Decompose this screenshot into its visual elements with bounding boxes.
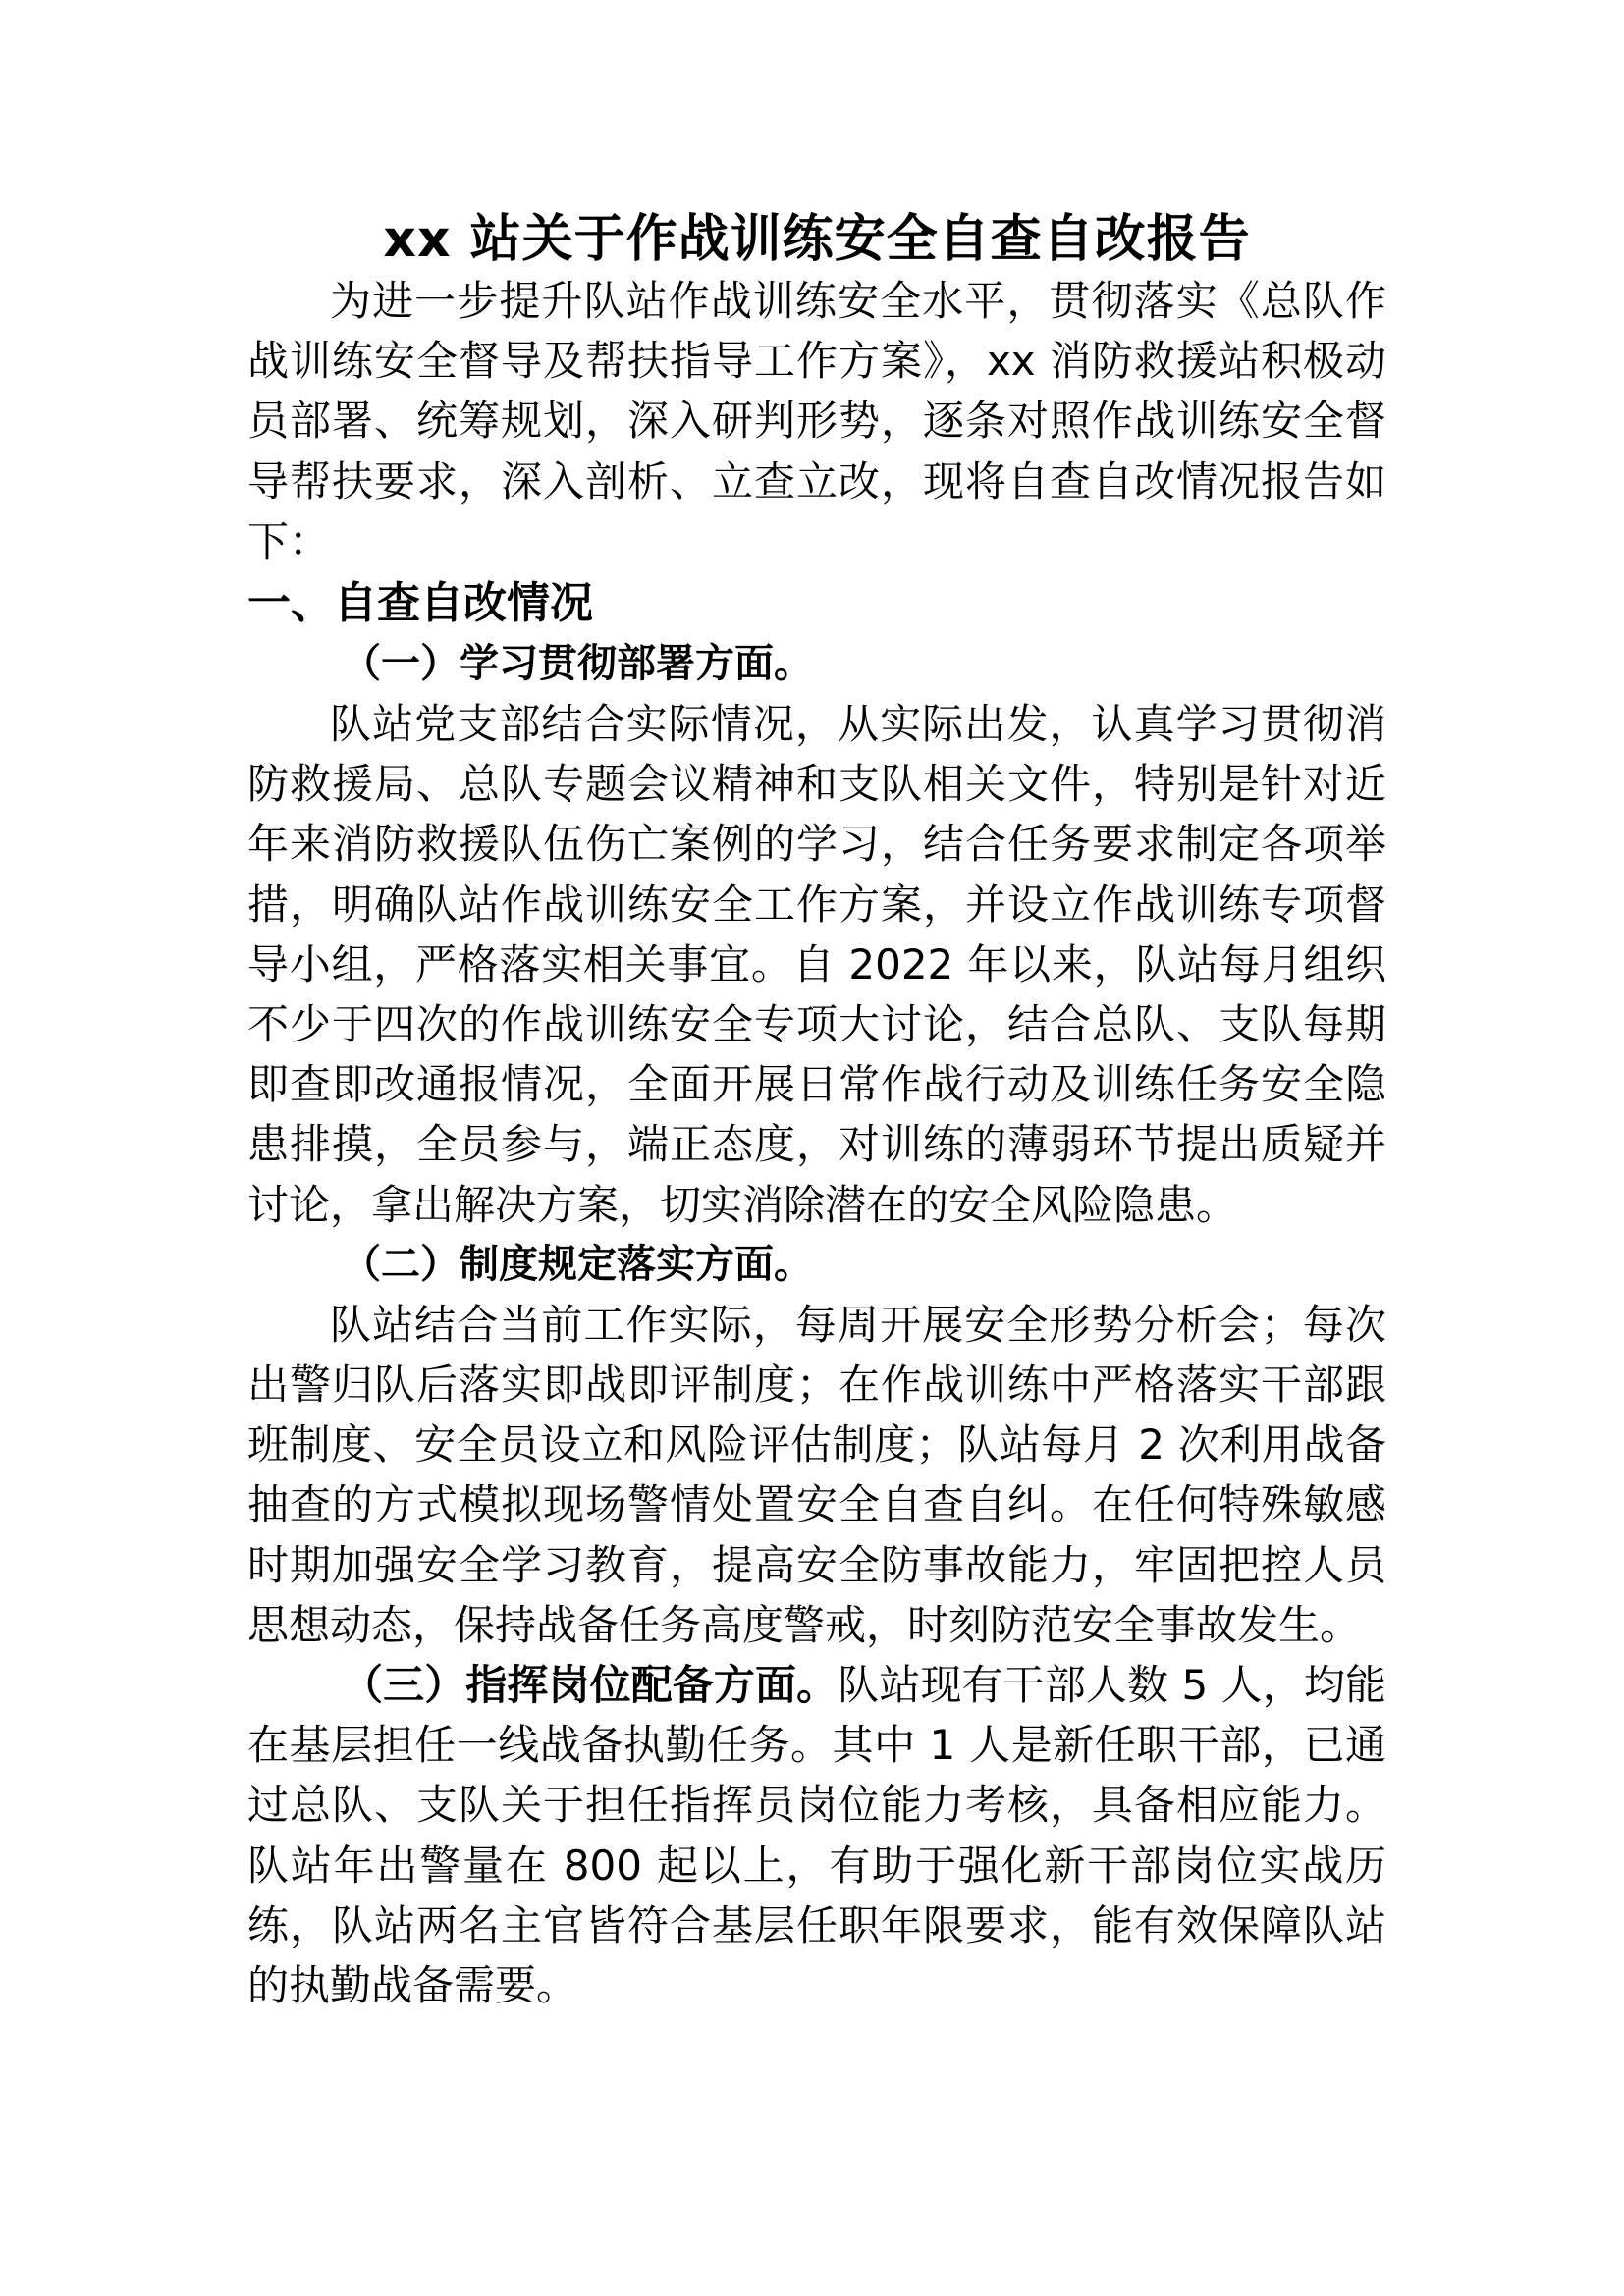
subsection-command-posts <box>247 1655 1386 2015</box>
subsection-body-command-posts: 队站现有干部人数 5 人，均能在基层担任一线战备执勤任务。其中 1 人是新任职干部，已通过总队、支队关于担任指挥员岗位能力考核，具备相应能力。队站年出警量在 800 起以上，有助于强化新干部岗位实战历练，队站两名主官皆符合基层任职年限要求，能有效保障队站的执勤战备需要。 <box>247 1661 1386 2010</box>
intro-paragraph: 为进一步提升队站作战训练安全水平，贯彻落实《总队作战训练安全督导及帮扶指导工作方案》，xx 消防救援站积极动员部署、统筹规划，深入研判形势，逐条对照作战训练安全督导帮扶要求，深入剖析、立查立改，现将自查自改情况报告如下： <box>247 277 1386 565</box>
subsection-heading-regulations: （二）制度规定落实方面。 <box>342 1241 813 1287</box>
subsection-body-study: 队站党支部结合实际情况，从实际出发，认真学习贯彻消防救援局、总队专题会议精神和支队相关文件，特别是针对近年来消防救援队伍伤亡案例的学习，结合任务要求制定各项举措，明确队站作战训练安全工作方案，并设立作战训练专项督导小组，严格落实相关事宜。自 2022 年以来，队站每月组织不少于四次的作战训练安全专项大讨论，结合总队、支队每期即查即改通报情况，全面开展日常作战行动及训练任务安全隐患排摸，全员参与，端正态度，对训练的薄弱环节提出质疑并讨论，拿出解决方案，切实消除潜在的安全风险隐患。 <box>247 700 1386 1229</box>
document-title: xx 站关于作战训练安全自查自改报告 <box>383 210 1251 269</box>
document-page <box>247 208 1386 2015</box>
subsection-body-regulations: 队站结合当前工作实际，每周开展安全形势分析会；每次出警归队后落实即战即评制度；在作战训练中严格落实干部跟班制度、安全员设立和风险评估制度；队站每月 2 次利用战备抽查的方式模拟现场警情处置安全自查自纠。在任何特殊敏感时期加强安全学习教育，提高安全防事故能力，牢固把控人员思想动态，保持战备任务高度警戒，时刻防范安全事故发生。 <box>247 1300 1386 1649</box>
section-heading-self-inspection: 一、自查自改情况 <box>247 578 593 629</box>
subsection-heading-command-posts: （三）指挥岗位配备方面。 <box>342 1661 839 1710</box>
subsection-heading-study: （一）学习贯彻部署方面。 <box>342 641 813 687</box>
